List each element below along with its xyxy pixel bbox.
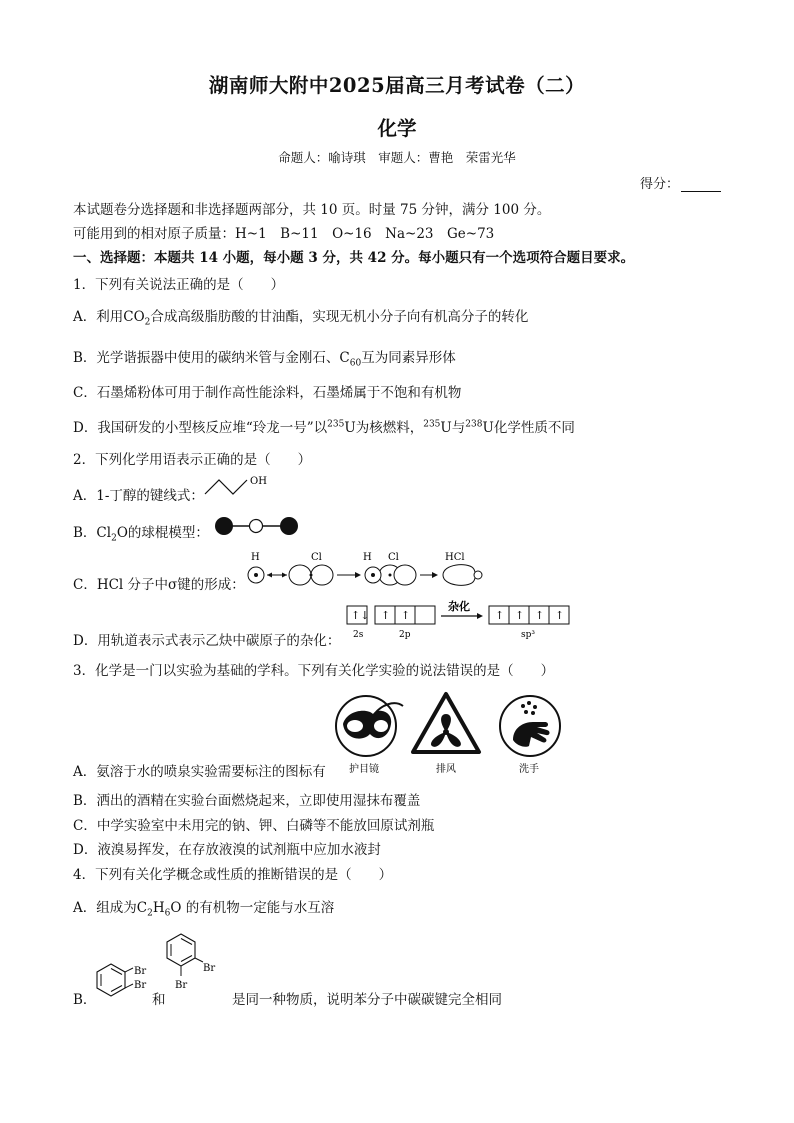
- orbital-hybridization-diagram: [345, 600, 575, 642]
- q2-option-a: A．1-丁醇的键线式：: [73, 488, 204, 504]
- q4-option-b-text: 是同一种物质，说明苯分子中碳碳键完全相同: [232, 992, 502, 1008]
- hcl-sigma-bond-diagram: [245, 550, 490, 590]
- dibromobenzene-structure-a: [95, 956, 155, 1006]
- cl-atom-ball: [215, 517, 233, 535]
- br-label: Br: [134, 980, 147, 991]
- h-label: H: [251, 552, 260, 563]
- hand-washing-icon: [500, 696, 560, 756]
- q1-stem: 1．下列有关说法正确的是（ ）: [73, 277, 285, 293]
- q1-option-b: B．光学谐振器中使用的碳纳米管与金刚石、$C_{60}$互为同素异形体: [73, 350, 456, 369]
- q2-stem: 2．下列化学用语表示正确的是（ ）: [73, 452, 312, 468]
- svg-text:↑↓: ↑↓: [351, 609, 370, 622]
- q4-option-a: A．组成为$C_2H_6O$ 的有机物一定能与水互溶: [73, 900, 335, 919]
- h-label: H: [363, 552, 372, 563]
- svg-text:↑: ↑: [535, 609, 545, 622]
- setter-line: 命题人：喻诗琪 审题人：曹艳 荣雷光华: [278, 150, 516, 165]
- butanol-skeletal-formula: [205, 472, 275, 502]
- q3-option-d: D．液溴易挥发，在存放液溴的试剂瓶中应加水液封: [73, 842, 381, 858]
- sp3-label: sp³: [521, 630, 535, 640]
- section-heading: 一、选择题：本题共 14 小题，每小题 3 分，共 42 分。每小题只有一个选项符合题目要求。: [73, 250, 635, 266]
- cl-label: Cl: [388, 552, 399, 563]
- cl-atom-ball: [280, 517, 298, 535]
- q2-option-c: C．HCl 分子中σ键的形成：: [73, 577, 245, 593]
- q3-option-c: C．中学实验室中未用完的钠、钾、白磷等不能放回原试剂瓶: [73, 818, 435, 834]
- q4-option-b-and: 和: [152, 992, 166, 1008]
- q4-stem: 4．下列有关化学概念或性质的推断错误的是（ ）: [73, 867, 393, 883]
- cl-label: Cl: [311, 552, 322, 563]
- ventilation-fan-icon: [413, 694, 479, 752]
- goggles-icon: [336, 696, 403, 756]
- q1-option-d: D．我国研发的小型核反应堆“玲龙一号”以$^{235}$U为核燃料，$^{235}$U与$^{238}$U化学性质不同: [73, 419, 575, 436]
- q1-option-a: A．利用$CO_2$合成高级脂肪酸的甘油酯，实现无机小分子向有机高分子的转化: [73, 309, 529, 328]
- dibromobenzene-structure-b: [165, 930, 225, 1002]
- hybridization-label: 杂化: [448, 600, 470, 613]
- q3-option-a: A．氨溶于水的喷泉实验需要标注的图标有: [73, 764, 326, 780]
- 2s-label: 2s: [353, 630, 364, 640]
- br-label: Br: [134, 966, 147, 977]
- ventilation-label: 排风: [436, 764, 456, 775]
- score-label: 得分：: [640, 177, 680, 192]
- subject-title: 化学: [377, 117, 417, 140]
- svg-text:↑: ↑: [381, 609, 391, 622]
- q2-option-b: B．$Cl_2O$的球棍模型：: [73, 525, 209, 544]
- score-blank[interactable]: [681, 179, 721, 192]
- exam-title: 湖南师大附中2025届高三月考试卷（二）: [208, 74, 586, 97]
- svg-text:↑: ↑: [401, 609, 411, 622]
- svg-text:↑: ↑: [495, 609, 505, 622]
- br-label: Br: [203, 963, 216, 974]
- intro-line-1: 本试题卷分选择题和非选择题两部分，共 10 页。时量 75 分钟，满分 100 分。: [73, 202, 551, 218]
- br-label: Br: [175, 980, 188, 991]
- intro-line-2: 可能用到的相对原子质量：H~1 B~11 O~16 Na~23 Ge~73: [73, 226, 495, 242]
- svg-text:↑: ↑: [555, 609, 565, 622]
- oh-label: OH: [250, 476, 267, 487]
- q4-option-b-prefix: B．: [73, 992, 97, 1008]
- o-atom-ball: [250, 520, 263, 533]
- hcl-label: HCl: [445, 552, 465, 563]
- cl2o-ball-stick-model: [214, 515, 304, 537]
- hand-washing-label: 洗手: [519, 764, 539, 775]
- q2-option-d: D．用轨道表示式表示乙炔中碳原子的杂化：: [73, 633, 341, 649]
- q3-option-b: B．洒出的酒精在实验台面燃烧起来，立即使用湿抹布覆盖: [73, 793, 421, 809]
- score-field: [640, 173, 721, 192]
- goggles-label: 护目镜: [349, 764, 379, 775]
- lab-safety-icons: [333, 690, 563, 782]
- q3-stem: 3．化学是一门以实验为基础的学科。下列有关化学实验的说法错误的是（ ）: [73, 663, 555, 679]
- q1-option-c: C．石墨烯粉体可用于制作高性能涂料，石墨烯属于不饱和有机物: [73, 385, 462, 401]
- 2p-label: 2p: [399, 630, 411, 640]
- svg-text:↑: ↑: [515, 609, 525, 622]
